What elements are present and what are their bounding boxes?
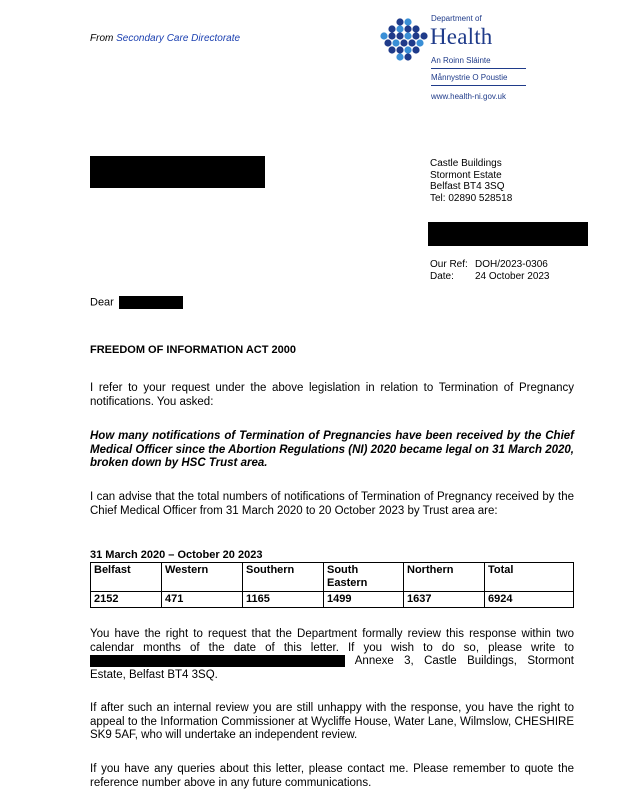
- our-ref-value: DOH/2023-0306: [475, 259, 548, 270]
- from-prefix: From: [90, 33, 114, 44]
- header-western: Western: [162, 563, 243, 592]
- logo-divider: [431, 68, 526, 69]
- logo-divider: [431, 85, 526, 86]
- value-southern: 1165: [243, 592, 324, 608]
- header-belfast: Belfast: [91, 563, 162, 592]
- address-line: Stormont Estate: [430, 169, 502, 181]
- review-paragraph: [90, 628, 574, 682]
- queries-paragraph: If you have any queries about this letter, please contact me. Please remember to quote the reference number above in any future communications.: [90, 763, 574, 789]
- header-total: Total: [485, 563, 574, 592]
- date-label: Date:: [430, 270, 454, 282]
- redacted-contact: [428, 222, 588, 246]
- table-header-row: [91, 563, 574, 592]
- value-northern: 1637: [404, 592, 485, 608]
- date-value: 24 October 2023: [475, 270, 550, 282]
- logo-website: www.health-ni.gov.uk: [431, 92, 506, 101]
- advise-paragraph: I can advise that the total numbers of notifications of Termination of Pregnancy received by the Chief Medical Officer from 31 March 2020 to 20 October 2023 by Trust area are:: [90, 491, 574, 517]
- trust-area-table: [90, 562, 574, 608]
- salutation-text: Dear: [90, 296, 114, 309]
- logo-health: Health: [430, 24, 493, 49]
- reference-block: [430, 259, 550, 282]
- redacted-recipient: [90, 156, 265, 188]
- from-directorate: Secondary Care Directorate: [116, 33, 241, 44]
- address-line: Castle Buildings: [430, 158, 502, 169]
- question-paragraph: How many notifications of Termination of Pregnancies have been received by the Chief Medical Officer since the Abortion Regulations (NI) 2020 became legal on 31 March 2020, broken down by HSC Trust area.: [90, 430, 574, 469]
- department-of-health-logo: [380, 14, 530, 114]
- header-south-eastern: South Eastern: [324, 563, 404, 592]
- hexagon-cluster-icon: [380, 18, 428, 62]
- redacted-name: [119, 296, 183, 309]
- from-line: [90, 33, 240, 44]
- table-caption: 31 March 2020 – October 20 2023: [90, 549, 263, 561]
- header-northern: Northern: [404, 563, 485, 592]
- value-belfast: 2152: [91, 592, 162, 608]
- appeal-paragraph: If after such an internal review you are still unhappy with the response, you have the right to appeal to the Information Commissioner at Wycliffe House, Water Lane, Wilmslow, CHESHIRE SK9 5AF, who will undertake an independent review.: [90, 702, 574, 741]
- value-western: 471: [162, 592, 243, 608]
- address-block: [430, 158, 512, 204]
- our-ref-label: Our Ref:: [430, 259, 468, 270]
- table-row: [91, 592, 574, 608]
- redacted-contact-name: [90, 655, 345, 667]
- logo-ulster-scots-name: Månnystrie O Poustie: [431, 73, 508, 82]
- logo-irish-name: An Roinn Sláinte: [431, 56, 491, 65]
- review-text-part2: Annexe 3, Castle Buildings, Stormont Estate, Belfast BT4 3SQ.: [90, 655, 574, 681]
- address-line: Belfast BT4 3SQ: [430, 181, 505, 192]
- review-text-part1: You have the right to request that the Department formally review this response within two calendar months of the date of this letter. If you wish to do so, please write to: [90, 628, 574, 654]
- logo-department-of: Department of: [431, 14, 482, 23]
- header-southern: Southern: [243, 563, 324, 592]
- letter-heading: FREEDOM OF INFORMATION ACT 2000: [90, 344, 296, 356]
- intro-paragraph: I refer to your request under the above legislation in relation to Termination of Pregnancy notifications. You asked:: [90, 382, 574, 408]
- salutation: [90, 296, 183, 309]
- value-south-eastern: 1499: [324, 592, 404, 608]
- address-line: Tel: 02890 528518: [430, 192, 513, 204]
- value-total: 6924: [485, 592, 574, 608]
